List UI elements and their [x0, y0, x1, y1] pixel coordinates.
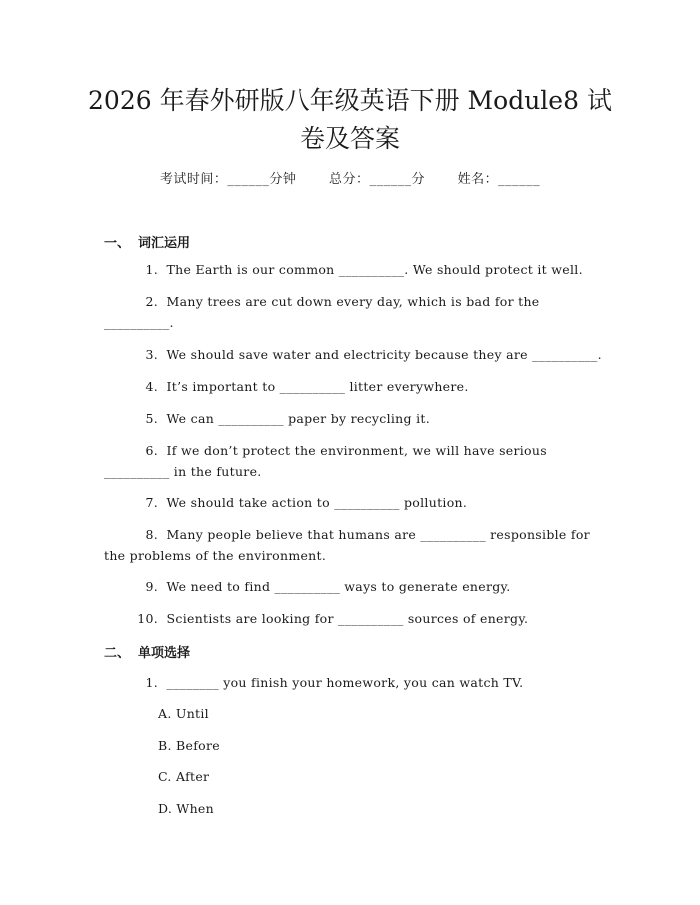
question-number: 5.	[145, 411, 158, 426]
vocab-question	[104, 492, 604, 513]
question-text: We should take action to __________ pollution.	[166, 495, 468, 510]
question-text: Many people believe that humans are __________ responsible for	[166, 527, 590, 542]
question-text-continued: __________.	[104, 315, 174, 330]
question-text: If we don’t protect the environment, we will have serious	[166, 443, 547, 458]
mc-question	[104, 672, 604, 693]
vocab-question	[104, 576, 604, 597]
vocab-question	[104, 376, 604, 397]
question-number: 4.	[145, 379, 158, 394]
vocab-question	[104, 259, 604, 280]
question-text: We can __________ paper by recycling it.	[166, 411, 430, 426]
vocab-question	[104, 344, 604, 365]
vocab-question	[104, 408, 604, 429]
section-heading-multiple-choice	[104, 642, 190, 661]
question-text: It’s important to __________ litter everywhere.	[166, 379, 469, 394]
section-label: 单项选择	[138, 646, 191, 661]
question-number: 1.	[145, 262, 158, 277]
question-text: Scientists are looking for __________ sources of energy.	[166, 611, 529, 626]
section-number: 一、	[104, 236, 131, 251]
question-text: Many trees are cut down every day, which is bad for the	[166, 294, 540, 309]
student-name: 姓名：______	[457, 172, 541, 187]
question-number: 9.	[145, 579, 158, 594]
vocab-question	[104, 608, 604, 629]
vocab-question	[104, 524, 604, 566]
question-number: 1.	[145, 675, 158, 690]
question-text: We need to find __________ ways to generate energy.	[166, 579, 511, 594]
vocab-question	[104, 440, 604, 482]
page-title	[60, 82, 640, 158]
question-text: The Earth is our common __________. We should protect it well.	[166, 262, 583, 277]
section-label: 词汇运用	[138, 236, 191, 251]
mc-option-d: D. When	[158, 801, 214, 816]
question-number: 10.	[137, 611, 158, 626]
title-line-1: 2026 年春外研版八年级英语下册 Module8 试	[88, 86, 612, 115]
exam-meta	[0, 168, 700, 187]
title-line-2: 卷及答案	[299, 124, 400, 153]
question-number: 7.	[145, 495, 158, 510]
question-text-continued: the problems of the environment.	[104, 548, 327, 563]
question-number: 8.	[145, 527, 158, 542]
question-text: We should save water and electricity because they are __________.	[166, 347, 602, 362]
mc-option-b: B. Before	[158, 738, 220, 753]
mc-option-a: A. Until	[158, 706, 209, 721]
exam-time: 考试时间：______分钟	[159, 172, 297, 187]
section-number: 二、	[104, 646, 131, 661]
exam-total-score: 总分：______分	[328, 172, 425, 187]
question-number: 2.	[145, 294, 158, 309]
question-number: 6.	[145, 443, 158, 458]
question-text: ________ you finish your homework, you can watch TV.	[166, 675, 524, 690]
question-number: 3.	[145, 347, 158, 362]
vocab-question	[104, 291, 604, 333]
question-text-continued: __________ in the future.	[104, 464, 262, 479]
mc-option-c: C. After	[158, 769, 210, 784]
section-heading-vocabulary	[104, 232, 190, 251]
